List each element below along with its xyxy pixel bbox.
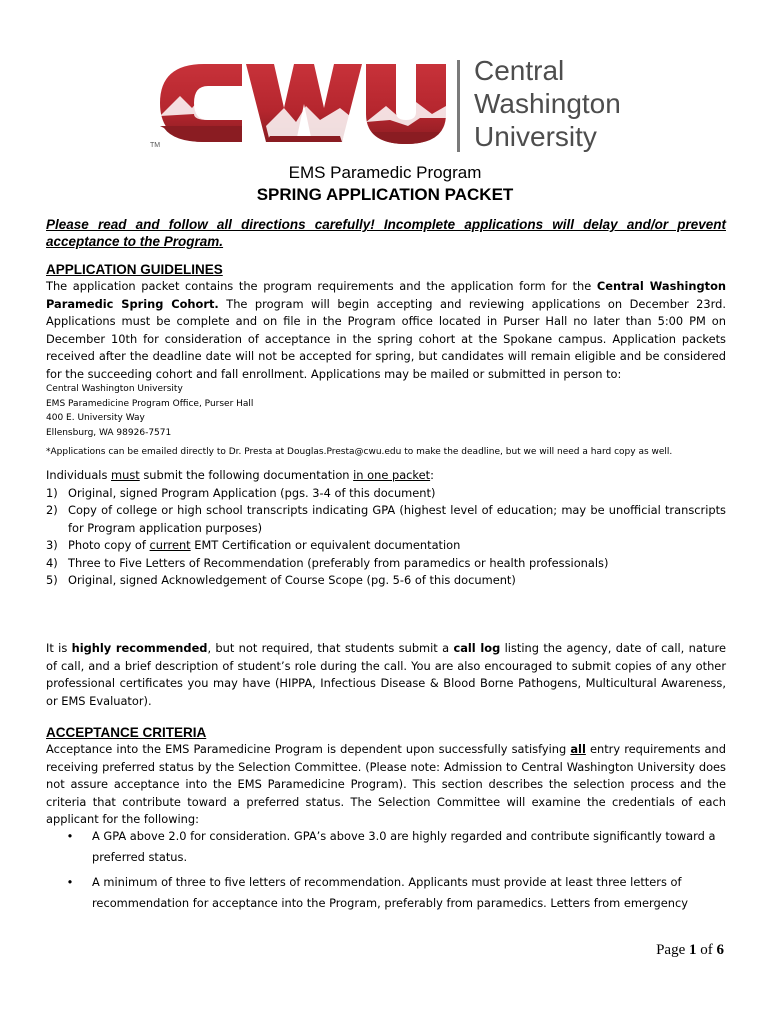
emphasis-must: must	[111, 468, 140, 482]
university-name-line: University	[474, 121, 597, 152]
intro-text: :	[430, 468, 434, 482]
list-item	[46, 872, 726, 914]
highly-recommended: highly recommended	[71, 641, 208, 655]
documents-intro	[46, 467, 726, 485]
list-number: 3)	[46, 538, 58, 552]
emphasis-current: current	[149, 538, 191, 552]
packet-title: SPRING APPLICATION PACKET	[256, 185, 514, 204]
acceptance-paragraph	[46, 741, 726, 829]
acceptance-text: entry requirements and receiving preferred status by the Selection Committee. (Please note: Admission to Central Washington University does not assure acceptance into the EMS Paramedicine Program). This section describes the selection process and the criteria that contribute toward a preferred status. The Selection Committee will examine the credentials of each applicant for the following:	[46, 742, 726, 827]
list-item-text: Original, signed Program Application (pgs. 3-4 of this document)	[68, 485, 436, 500]
required-documents	[46, 467, 726, 590]
mailing-address	[46, 382, 253, 440]
page-of-label: of	[696, 942, 717, 958]
bullet-icon: •	[66, 875, 74, 889]
section-heading-acceptance: ACCEPTANCE CRITERIA	[46, 725, 207, 740]
logo-divider	[457, 60, 460, 152]
emphasis-one-packet: in one packet	[353, 468, 431, 482]
section-heading-guidelines: APPLICATION GUIDELINES	[46, 262, 223, 277]
recommendation-text: listing the agency, date of call, nature of call, and a brief description of student’s role during the call. You are also encouraged to submit copies of any other professional certificates you may have (HIPPA, Infectious Disease & Blood Borne Pathogens, Multicultural Awareness, or EMS Evaluator).	[46, 641, 726, 708]
acceptance-text: Acceptance into the EMS Paramedicine Program is dependent upon successfully satisfying	[46, 742, 571, 756]
warning-notice: Please read and follow all directions carefully! Incomplete applications will delay and/or prevent acceptance to the Program.	[46, 217, 726, 249]
list-number: 2)	[46, 503, 58, 517]
address-line: EMS Paramedicine Program Office, Purser Hall	[46, 398, 254, 409]
acceptance-criteria-list	[46, 826, 726, 918]
recommendation-paragraph	[46, 640, 726, 710]
list-item-text	[68, 537, 726, 555]
list-item	[46, 502, 726, 537]
list-item-text: Original, signed Acknowledgement of Course Scope (pg. 5-6 of this document)	[68, 573, 516, 587]
cohort-name: Central Washington Paramedic Spring Cohort.	[46, 279, 727, 311]
university-name-line: Washington	[474, 88, 621, 119]
list-item	[46, 555, 726, 573]
list-item-text-part: Photo copy of	[68, 538, 150, 552]
current-page: 1	[689, 942, 697, 958]
list-number: 1)	[46, 485, 58, 500]
list-item-text: Copy of college or high school transcripts indicating GPA (highest level of education; may be unofficial transcripts for Program application purposes)	[68, 503, 726, 535]
list-item	[46, 826, 726, 868]
list-item-text: A minimum of three to five letters of recommendation. Applicants must provide at least three letters of recommendation for acceptance into the Program, preferably from paramedics. Letters from emergency	[92, 875, 688, 910]
list-item	[46, 537, 726, 555]
guidelines-text: The program will begin accepting and reviewing applications on December 23rd. Applications must be complete and on file in the Program office located in Purser Hall no later than 5:00 PM on December 10th for consideration of acceptance in the spring cohort at the Spokane campus. Application packets received after the deadline date will not be accepted for spring, but candidates will remain eligible and be considered for the succeeding cohort and fall enrollment. Applications may be mailed or submitted in person to:	[46, 296, 726, 381]
recommendation-text: , but not required, that students submit a	[207, 641, 454, 655]
list-item-text-part: EMT Certification or equivalent documentation	[190, 538, 461, 552]
trademark-symbol: TM	[150, 142, 161, 149]
list-number: 4)	[46, 555, 58, 570]
intro-text: submit the following documentation	[139, 468, 354, 482]
page-number	[656, 942, 724, 959]
program-title: EMS Paramedic Program	[288, 163, 482, 182]
university-name-line: Central	[474, 55, 565, 86]
cwu-logo-mark	[150, 56, 450, 151]
total-pages: 6	[716, 942, 724, 958]
university-name	[474, 54, 621, 153]
emphasis-all: all	[570, 742, 586, 756]
guidelines-paragraph	[46, 278, 726, 384]
recommendation-text: It is	[46, 641, 72, 655]
email-note: *Applications can be emailed directly to Dr. Presta at Douglas.Presta@cwu.edu to make the deadline, but we will need a hard copy as well.	[46, 447, 673, 457]
list-number: 5)	[46, 573, 58, 587]
call-log: call log	[453, 641, 501, 655]
address-line: Ellensburg, WA 98926-7571	[46, 427, 172, 438]
cwu-logo	[150, 56, 630, 156]
address-line: 400 E. University Way	[46, 413, 145, 424]
page-label: Page	[656, 942, 689, 958]
list-item	[46, 485, 726, 503]
list-item	[46, 572, 726, 590]
bullet-icon: •	[66, 829, 74, 843]
list-item-text: A GPA above 2.0 for consideration. GPA’s above 3.0 are highly regarded and contribute significantly toward a preferred status.	[92, 829, 716, 864]
address-line: Central Washington University	[46, 384, 183, 394]
intro-text: Individuals	[46, 468, 112, 482]
guidelines-text: The application packet contains the program requirements and the application form for the	[46, 279, 597, 293]
list-item-text: Three to Five Letters of Recommendation (preferably from paramedics or health professionals)	[68, 555, 609, 570]
